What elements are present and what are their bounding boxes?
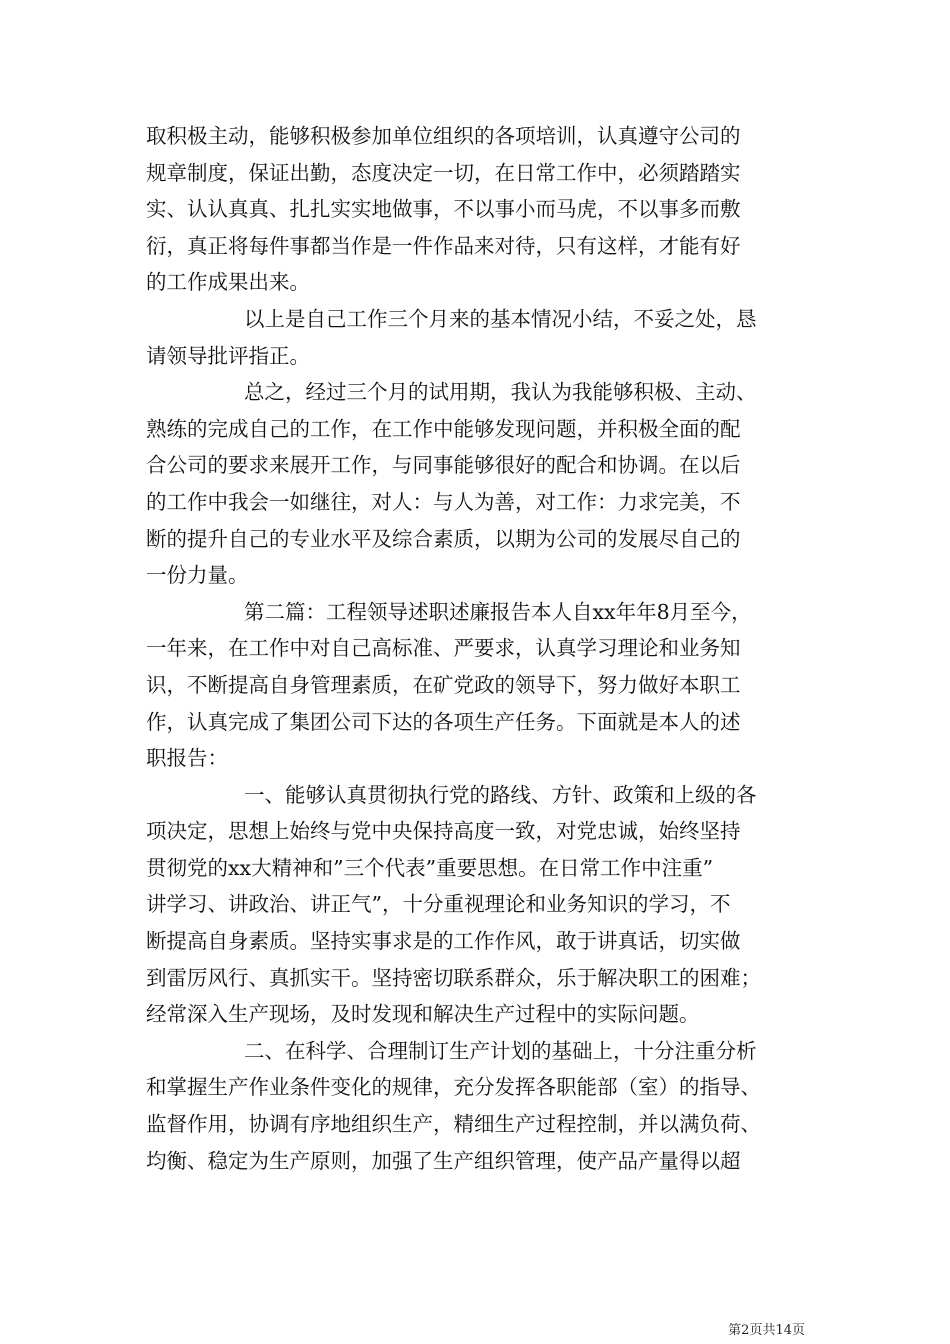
page-number-footer: 第2页共14页 — [728, 1323, 805, 1338]
text-line: 一、能够认真贯彻执行党的路线、方针、政策和上级的各 — [244, 782, 757, 807]
text-line: 衍，真正将每件事都当作是一件作品来对待，只有这样，才能有好 — [146, 233, 741, 258]
body-text — [146, 118, 816, 1179]
text-line: 到雷厉风行、真抓实干。坚持密切联系群众，乐于解决职工的困难； — [146, 965, 761, 990]
paragraph-5 — [146, 777, 816, 1033]
text-line: 总之，经过三个月的试用期，我认为我能够积极、主动、 — [244, 380, 757, 405]
text-line: 熟练的完成自己的工作，在工作中能够发现问题，并积极全面的配 — [146, 416, 741, 441]
text-line: 贯彻党的xx大精神和”三个代表”重要思想。在日常工作中注重” — [146, 855, 714, 880]
paragraph-4 — [146, 594, 816, 777]
text-line: 取积极主动，能够积极参加单位组织的各项培训，认真遵守公司的 — [146, 124, 741, 148]
paragraph-2 — [146, 301, 816, 374]
text-line: 一份力量。 — [146, 563, 249, 588]
text-line: 和掌握生产作业条件变化的规律，充分发挥各职能部（室）的指导、 — [146, 1075, 761, 1100]
text-line: 的工作中我会一如继往，对人：与人为善，对工作：力求完美，不 — [146, 489, 741, 514]
text-line: 请领导批评指正。 — [146, 343, 310, 368]
text-line: 断的提升自己的专业水平及综合素质，以期为公司的发展尽自己的 — [146, 526, 741, 551]
text-line: 以上是自己工作三个月来的基本情况小结，不妥之处，恳 — [244, 306, 757, 331]
text-line: 二、在科学、合理制订生产计划的基础上，十分注重分析 — [244, 1038, 757, 1063]
paragraph-6 — [146, 1033, 816, 1179]
text-line: 一年来，在工作中对自己高标准、严要求，认真学习理论和业务知 — [146, 636, 741, 661]
text-line: 实、认认真真、扎扎实实地做事，不以事小而马虎，不以事多而敷 — [146, 197, 741, 222]
paragraph-3 — [146, 374, 816, 594]
paragraph-1 — [146, 118, 816, 301]
text-line: 的工作成果出来。 — [146, 270, 310, 295]
text-line: 职报告： — [146, 746, 228, 771]
text-line: 讲学习、讲政治、讲正气”，十分重视理论和业务知识的学习，不 — [146, 892, 731, 917]
text-line: 监督作用，协调有序地组织生产，精细生产过程控制，并以满负荷、 — [146, 1112, 761, 1137]
text-line: 规章制度，保证出勤，态度决定一切，在日常工作中，必须踏踏实 — [146, 160, 741, 185]
text-line: 断提高自身素质。坚持实事求是的工作作风，敢于讲真话，切实做 — [146, 929, 741, 954]
text-line: 经常深入生产现场，及时发现和解决生产过程中的实际问题。 — [146, 1002, 700, 1027]
text-line: 项决定，思想上始终与党中央保持高度一致，对党忠诚，始终坚持 — [146, 819, 741, 844]
text-line: 第二篇：工程领导述职述廉报告本人自xx年年8月至今， — [244, 599, 752, 624]
text-line: 合公司的要求来展开工作，与同事能够很好的配合和协调。在以后 — [146, 453, 741, 478]
text-line: 识，不断提高自身管理素质，在矿党政的领导下，努力做好本职工 — [146, 672, 741, 697]
text-line: 作，认真完成了集团公司下达的各项生产任务。下面就是本人的述 — [146, 709, 741, 734]
text-line: 均衡、稳定为生产原则，加强了生产组织管理，使产品产量得以超 — [146, 1148, 741, 1173]
